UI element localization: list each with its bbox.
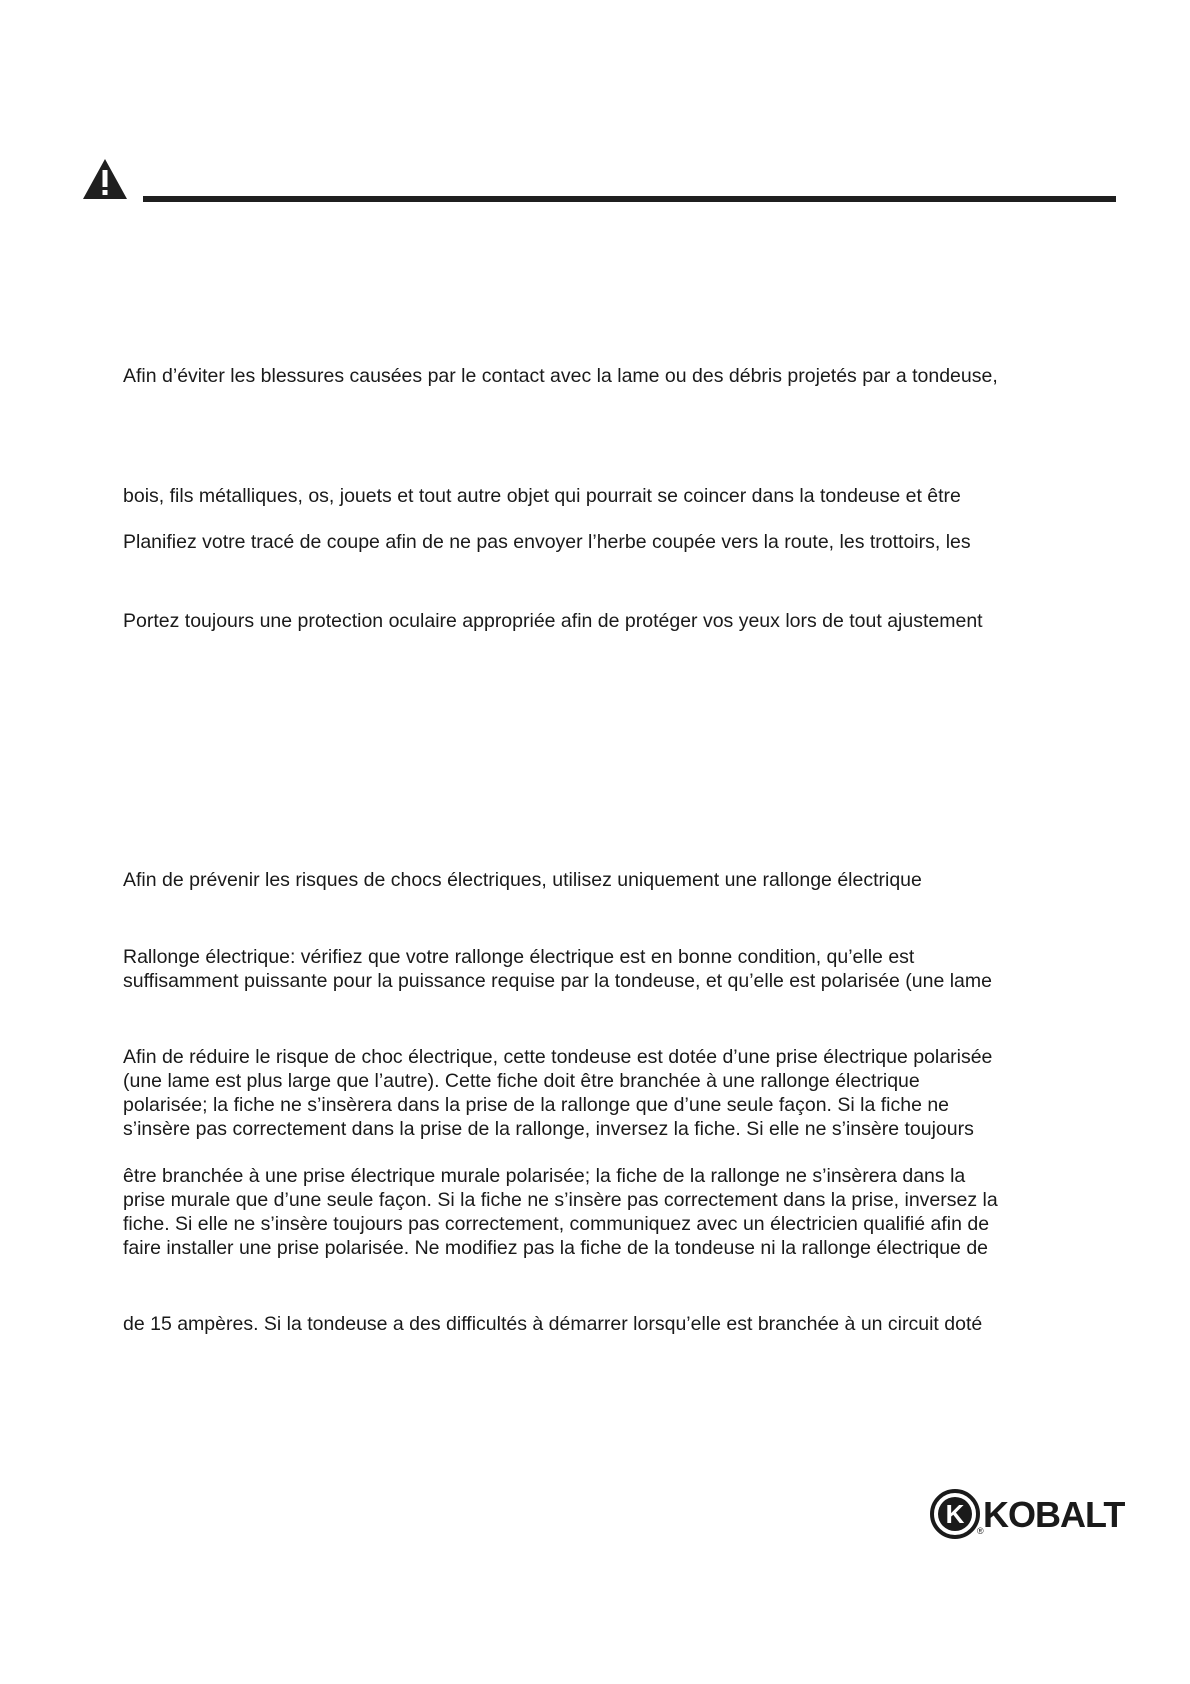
text-line: polarisée; la fiche ne s’insèrera dans la prise de la rallonge que d’une seule façon. Si la fiche ne [123, 1094, 950, 1116]
text-line: Rallonge électrique: vérifiez que votre rallonge électrique est en bonne condition, qu’elle est [123, 946, 915, 968]
text-line: Planifiez votre tracé de coupe afin de ne pas envoyer l’herbe coupée vers la route, les trottoirs, les [123, 531, 971, 553]
kobalt-mark-letter: K [945, 1499, 965, 1529]
text-line: s’insère pas correctement dans la prise de la rallonge, inversez la fiche. Si elle ne s’insère toujours [123, 1118, 974, 1140]
header-rule [143, 196, 1116, 202]
warning-header [82, 158, 1117, 202]
text-line: Portez toujours une protection oculaire appropriée afin de protéger vos yeux lors de tout ajustement [123, 610, 983, 632]
text-line: bois, fils métalliques, os, jouets et tout autre objet qui pourrait se coincer dans la tondeuse et être [123, 485, 961, 507]
text-line: (une lame est plus large que l’autre). Cette fiche doit être branchée à une rallonge électrique [123, 1070, 920, 1092]
kobalt-logo [930, 1487, 1125, 1543]
text-line: Afin d’éviter les blessures causées par le contact avec la lame ou des débris projetés par a tondeuse, [123, 365, 998, 387]
text-line: être branchée à une prise électrique murale polarisée; la fiche de la rallonge ne s’insèrera dans la [123, 1165, 966, 1187]
text-line: faire installer une prise polarisée. Ne modifiez pas la fiche de la tondeuse ni la rallonge électrique de [123, 1237, 989, 1259]
kobalt-wordmark: KOBALT [983, 1494, 1125, 1535]
text-line: prise murale que d’une seule façon. Si la fiche ne s’insère pas correctement dans la prise, inversez la [123, 1189, 998, 1211]
text-line: suffisamment puissante pour la puissance requise par la tondeuse, et qu’elle est polarisée (une lame [123, 970, 992, 992]
registered-mark: ® [977, 1526, 984, 1536]
kobalt-k-mark-icon [930, 1489, 980, 1539]
text-line: Afin de réduire le risque de choc électrique, cette tondeuse est dotée d’une prise électrique polarisée [123, 1046, 993, 1068]
warning-triangle-icon [82, 158, 128, 200]
text-line: Afin de prévenir les risques de chocs électriques, utilisez uniquement une rallonge électrique [123, 869, 922, 891]
text-line: fiche. Si elle ne s’insère toujours pas correctement, communiquez avec un électricien qualifié afin de [123, 1213, 990, 1235]
text-line: de 15 ampères. Si la tondeuse a des difficultés à démarrer lorsqu’elle est branchée à un circuit doté [123, 1313, 983, 1335]
